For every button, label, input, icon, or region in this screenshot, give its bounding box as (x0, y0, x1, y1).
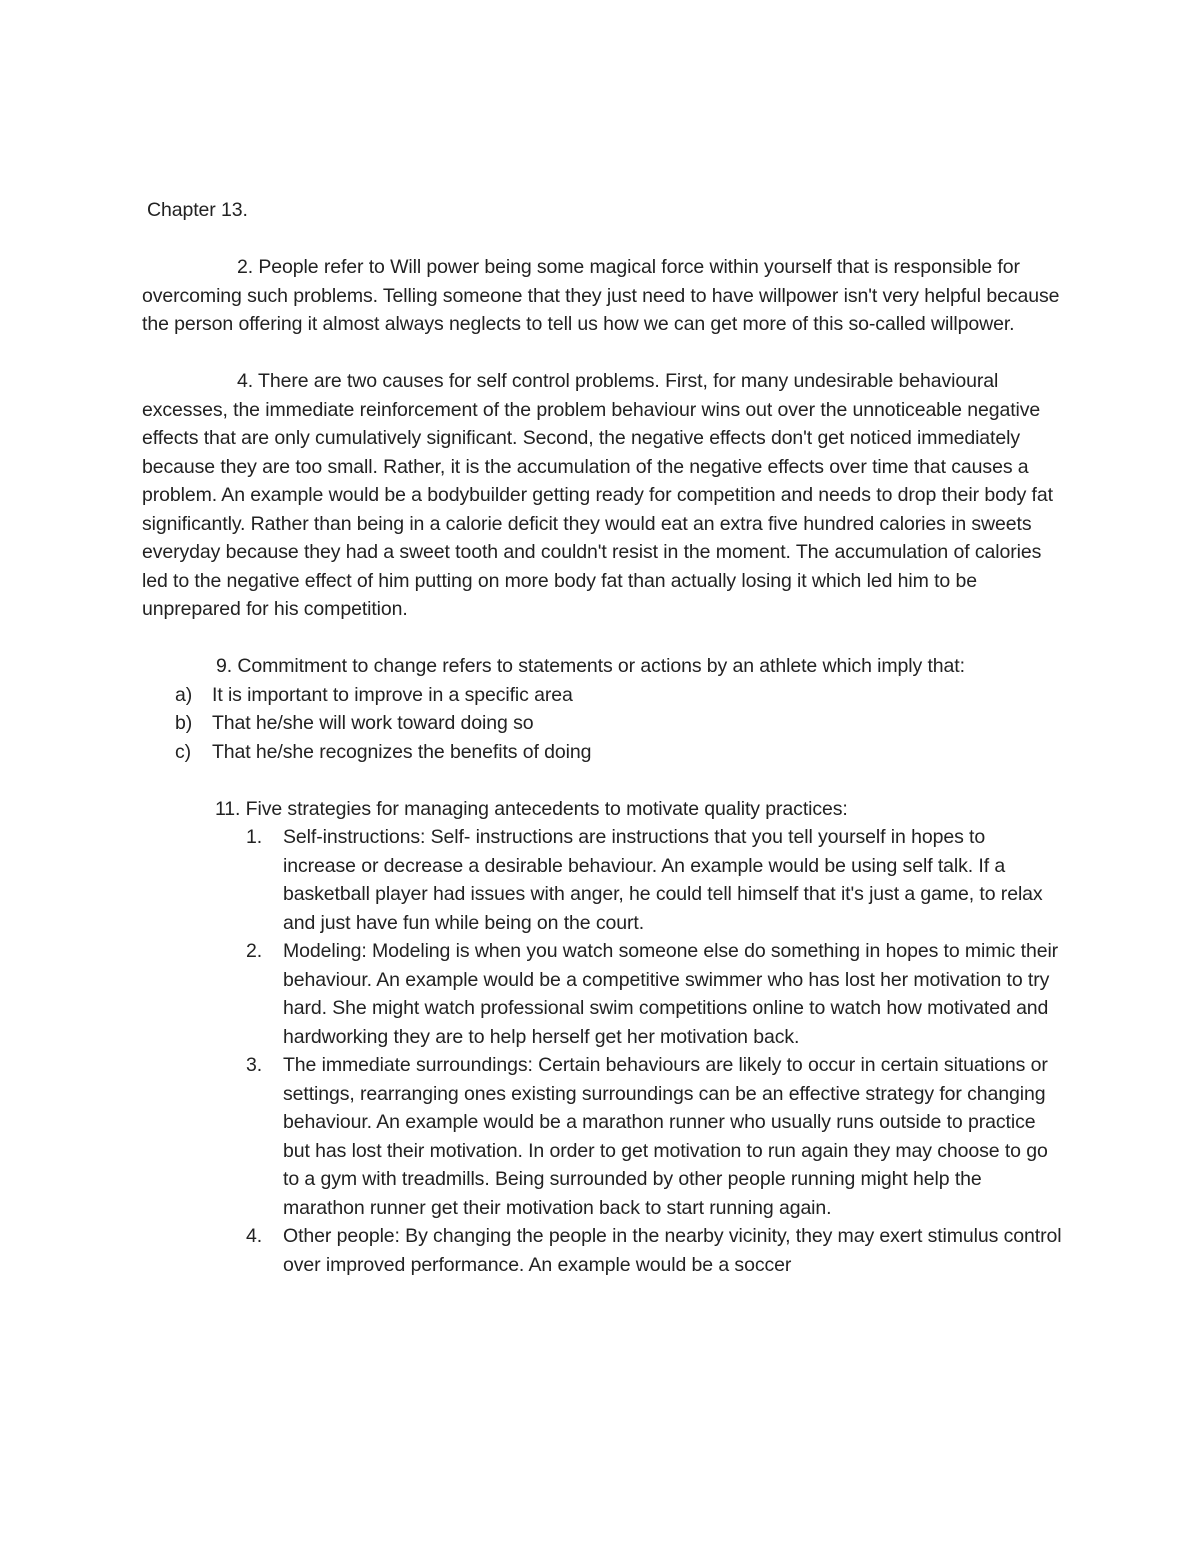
answer-2-paragraph: 2. People refer to Will power being some magical force within yourself that is responsible for overcoming such problems. Telling someone that they just need to have willpower isn't very helpful because the person offering it almost always neglects to tell us how we can get more of this so-called willpower. (142, 256, 1060, 335)
list-item-text: Self-instructions: Self- instructions are instructions that you tell yourself in hopes to increase or decrease a desirable behaviour. An example would be using self talk. If a basketball player had issues with anger, he could tell himself that it's just a game, to relax and just have fun while being on the court. (283, 826, 1043, 934)
list-marker: a) (175, 683, 193, 706)
list-marker: 3. (246, 1054, 263, 1076)
list-marker: 1. (246, 826, 263, 848)
answer-11-intro: 11. Five strategies for managing antecedents to motivate quality practices: (215, 797, 848, 820)
list-marker: 2. (246, 940, 263, 962)
list-item (142, 681, 1062, 710)
list-item (142, 823, 1062, 937)
list-item-text: The immediate surroundings: Certain behaviours are likely to occur in certain situations or settings, rearranging ones existing surroundings can be an effective strategy for changing behaviour. An example would be a marathon runner who usually runs outside to practice but has lost their motivation. In order to get motivation to run again they may choose to go to a gym with treadmills. Being surrounded by other people running might help the marathon runner get their motivation back to start running again. (283, 1054, 1048, 1219)
list-item-text: Modeling: Modeling is when you watch someone else do something in hopes to mimic their behaviour. An example would be a competitive swimmer who has lost her motivation to try hard. She might watch professional swim competitions online to watch how motivated and hardworking they are to help herself get her motivation back. (283, 940, 1059, 1048)
list-item-text: That he/she will work toward doing so (212, 712, 534, 734)
list-item-text: That he/she recognizes the benefits of doing (212, 740, 592, 763)
list-item-text: Other people: By changing the people in the nearby vicinity, they may exert stimulus control over improved performance. An example would be a soccer (283, 1225, 1062, 1276)
document-body (142, 196, 1062, 1279)
list-marker: b) (175, 712, 193, 734)
list-item (142, 1222, 1062, 1279)
chapter-title: Chapter 13. (147, 199, 248, 221)
list-item (142, 1051, 1062, 1222)
list-marker: 4. (246, 1225, 263, 1247)
answer-4-paragraph: 4. There are two causes for self control problems. First, for many undesirable behavioural excesses, the immediate reinforcement of the problem behaviour wins out over the unnoticeable negative effects that are only cumulatively significant. Second, the negative effects don't get noticed immediately because they are too small. Rather, it is the accumulation of the negative effects over time that causes a problem. An example would be a bodybuilder getting ready for competition and needs to drop their body fat significantly. Rather than being in a calorie deficit they would eat an extra five hundred calories in sweets everyday because they had a sweet tooth and couldn't resist in the moment. The accumulation of calories led to the negative effect of him putting on more body fat than actually losing it which led him to be unprepared for his competition. (142, 370, 1053, 620)
list-item (142, 738, 1062, 767)
answer-11-list (142, 823, 1062, 1279)
list-item-text: It is important to improve in a specific area (212, 683, 573, 706)
list-marker: c) (175, 740, 192, 763)
list-item (142, 709, 1062, 738)
answer-9-intro: 9. Commitment to change refers to statements or actions by an athlete which imply that: (216, 655, 965, 677)
list-item (142, 937, 1062, 1051)
answer-9-list (142, 681, 1062, 767)
